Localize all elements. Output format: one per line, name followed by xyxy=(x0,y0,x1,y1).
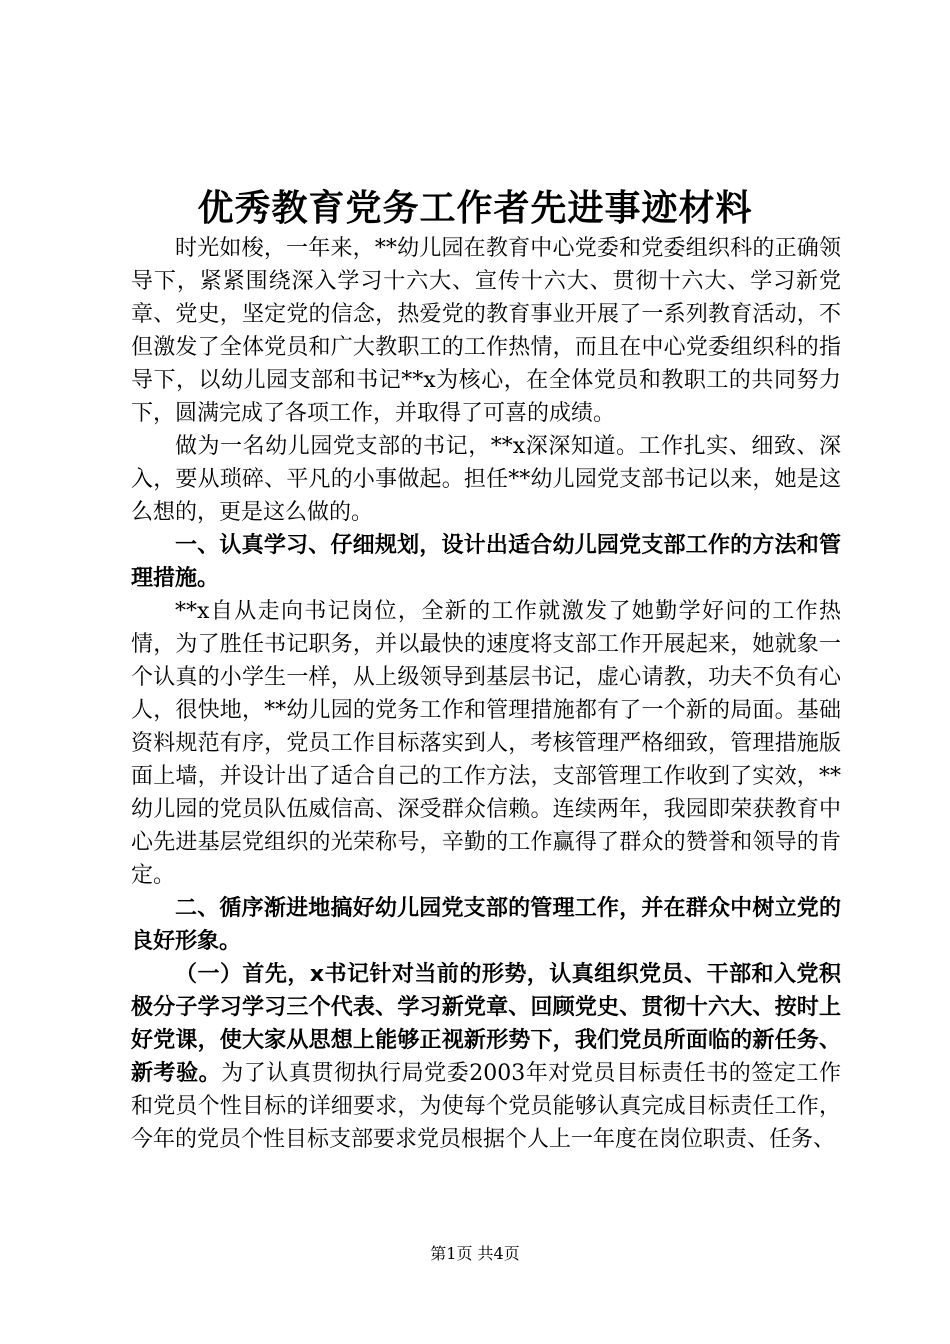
paragraph-first-step xyxy=(131,958,841,1156)
page-number: 第1页 共4页 xyxy=(430,1244,520,1263)
document-body xyxy=(131,232,841,1156)
paragraph-study: **x自从走向书记岗位，全新的工作就激发了她勤学好问的工作热情，为了胜任书记职务，并以最快的速度将支部工作开展起来，她就象一个认真的小学生一样，从上级领导到基层书记，虚心请教，功夫不负有心人，很快地，**幼儿园的党务工作和管理措施都有了一个新的局面。基础资料规范有序，党员工作目标落实到人，考核管理严格细致，管理措施版面上墙，并设计出了适合自己的工作方法，支部管理工作收到了实效，**幼儿园的党员队伍威信高、深受群众信赖。连续两年，我园即荣获教育中心先进基层党组织的光荣称号，辛勤的工作赢得了群众的赞誉和领导的肯定。 xyxy=(131,599,841,888)
section-heading-2: 二、循序渐进地搞好幼儿园党支部的管理工作，并在群众中树立党的良好形象。 xyxy=(131,896,841,954)
paragraph-intro: 时光如梭，一年来，**幼儿园在教育中心党委和党委组织科的正确领导下，紧紧围绕深入学习十六大、宣传十六大、贯彻十六大、学习新党章、党史，坚定党的信念，热爱党的教育事业开展了一系列教育活动，不但激发了全体党员和广大教职工的工作热情，而且在中心党委组织科的指导下，以幼儿园支部和书记**x为核心，在全体党员和教职工的共同努力下，圆满完成了各项工作，并取得了可喜的成绩。 xyxy=(131,236,841,426)
document-title: 优秀教育党务工作者先进事迹材料 xyxy=(197,187,753,229)
paragraph-first-step-rest: 为了认真贯彻执行局党委2003年对党员目标责任书的签定工作和党员个性目标的详细要求，为使每个党员能够认真完成目标责任工作，今年的党员个性目标支部要求党员根据个人上一年度在岗位职责、任务、 xyxy=(131,1061,841,1152)
section-heading-1: 一、认真学习、仔细规划，设计出适合幼儿园党支部工作的方法和管理措施。 xyxy=(131,533,841,591)
paragraph-secretary: 做为一名幼儿园党支部的书记，**x深深知道。工作扎实、细致、深入，要从琐碎、平凡的小事做起。担任**幼儿园党支部书记以来，她是这么想的，更是这么做的。 xyxy=(131,434,841,525)
paragraph-first-step-lead: （一）首先，x书记针对当前的形势，认真组织党员、干部和入党积极分子学习学习三个代表、学习新党章、回顾党史、贯彻十六大、按时上好党课，使大家从思想上能够正视新形势下，我们党员所面临的新任务、新考验。 xyxy=(131,962,841,1086)
